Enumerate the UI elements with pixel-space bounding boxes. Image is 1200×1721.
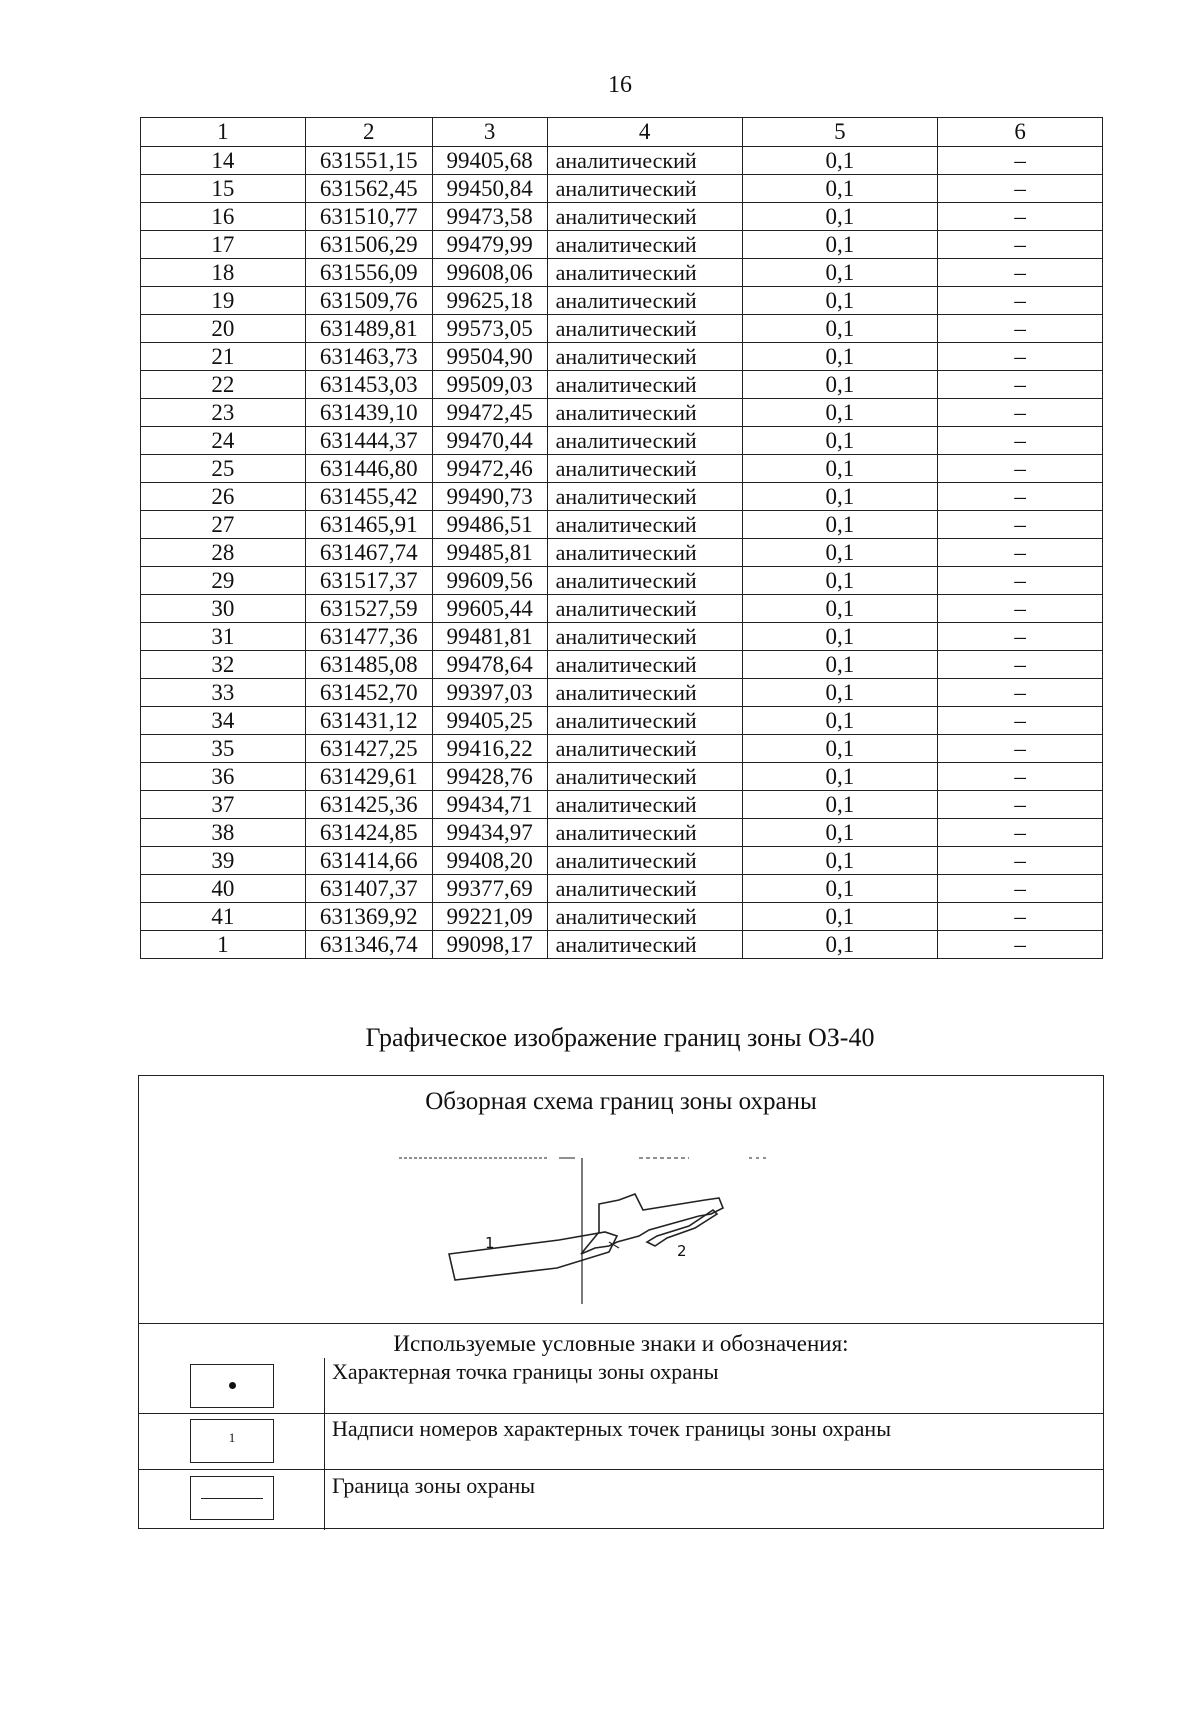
table-cell: 18 xyxy=(141,259,306,287)
table-cell: 99377,69 xyxy=(432,875,547,903)
table-cell: аналитический xyxy=(547,623,742,651)
table-cell: аналитический xyxy=(547,399,742,427)
table-cell: – xyxy=(938,287,1103,315)
table-cell: – xyxy=(938,819,1103,847)
table-cell: аналитический xyxy=(547,875,742,903)
legend-column-divider xyxy=(324,1358,325,1530)
column-header: 3 xyxy=(432,118,547,147)
table-cell: 19 xyxy=(141,287,306,315)
table-cell: 631346,74 xyxy=(305,931,432,959)
column-header: 1 xyxy=(141,118,306,147)
table-cell: 0,1 xyxy=(742,931,938,959)
point-label-icon: 1 xyxy=(228,1430,236,1445)
table-row xyxy=(141,735,1103,763)
zone-label-2: 2 xyxy=(677,1242,687,1260)
table-row xyxy=(141,315,1103,343)
table-cell: аналитический xyxy=(547,483,742,511)
table-cell: – xyxy=(938,343,1103,371)
table-cell: 631465,91 xyxy=(305,511,432,539)
table-cell: 631467,74 xyxy=(305,539,432,567)
table-cell: 631509,76 xyxy=(305,287,432,315)
table-cell: 39 xyxy=(141,847,306,875)
table-cell: 0,1 xyxy=(742,427,938,455)
table-row xyxy=(141,231,1103,259)
table-cell: аналитический xyxy=(547,371,742,399)
legend-item-text: Характерная точка границы зоны охраны xyxy=(332,1359,719,1384)
table-row xyxy=(141,763,1103,791)
table-cell: аналитический xyxy=(547,203,742,231)
column-header: 4 xyxy=(547,118,742,147)
page-number: 16 xyxy=(608,72,632,98)
table-cell: 0,1 xyxy=(742,567,938,595)
legend-row-divider xyxy=(139,1413,1103,1414)
table-cell: – xyxy=(938,203,1103,231)
table-cell: 631485,08 xyxy=(305,651,432,679)
table-cell: 0,1 xyxy=(742,455,938,483)
table-cell: – xyxy=(938,511,1103,539)
table-cell: 99609,56 xyxy=(432,567,547,595)
table-cell: 631446,80 xyxy=(305,455,432,483)
table-cell: аналитический xyxy=(547,819,742,847)
table-row xyxy=(141,539,1103,567)
scheme-box xyxy=(138,1075,1104,1529)
table-row xyxy=(141,651,1103,679)
table-cell: 0,1 xyxy=(742,707,938,735)
table-cell: 28 xyxy=(141,539,306,567)
table-cell: 25 xyxy=(141,455,306,483)
table-cell: аналитический xyxy=(547,175,742,203)
table-cell: аналитический xyxy=(547,763,742,791)
table-cell: 631369,92 xyxy=(305,903,432,931)
table-cell: 631551,15 xyxy=(305,147,432,175)
table-cell: 41 xyxy=(141,903,306,931)
table-cell: 631414,66 xyxy=(305,847,432,875)
table-cell: 99397,03 xyxy=(432,679,547,707)
table-cell: аналитический xyxy=(547,455,742,483)
table-cell: 17 xyxy=(141,231,306,259)
table-cell: – xyxy=(938,931,1103,959)
coordinates-table xyxy=(140,117,1103,959)
table-cell: аналитический xyxy=(547,287,742,315)
table-cell: 99481,81 xyxy=(432,623,547,651)
scheme-title: Обзорная схема границ зоны охраны xyxy=(425,1088,817,1115)
table-cell: 1 xyxy=(141,931,306,959)
legend-line-symbol xyxy=(190,1476,274,1520)
table-cell: 631407,37 xyxy=(305,875,432,903)
table-cell: 99405,25 xyxy=(432,707,547,735)
table-cell: – xyxy=(938,707,1103,735)
table-cell: – xyxy=(938,399,1103,427)
table-cell: 14 xyxy=(141,147,306,175)
table-cell: 631562,45 xyxy=(305,175,432,203)
table-cell: 99573,05 xyxy=(432,315,547,343)
table-cell: 37 xyxy=(141,791,306,819)
table-cell: – xyxy=(938,427,1103,455)
table-cell: 99486,51 xyxy=(432,511,547,539)
table-cell: 99428,76 xyxy=(432,763,547,791)
table-cell: 99450,84 xyxy=(432,175,547,203)
table-cell: – xyxy=(938,455,1103,483)
table-cell: аналитический xyxy=(547,903,742,931)
table-cell: 631517,37 xyxy=(305,567,432,595)
table-cell: 0,1 xyxy=(742,623,938,651)
table-cell: 99434,97 xyxy=(432,819,547,847)
table-cell: 99098,17 xyxy=(432,931,547,959)
table-cell: 99221,09 xyxy=(432,903,547,931)
table-cell: 99478,64 xyxy=(432,651,547,679)
table-cell: 631452,70 xyxy=(305,679,432,707)
table-cell: – xyxy=(938,791,1103,819)
table-cell: 32 xyxy=(141,651,306,679)
table-cell: 33 xyxy=(141,679,306,707)
table-cell: 99608,06 xyxy=(432,259,547,287)
table-cell: 27 xyxy=(141,511,306,539)
table-cell: 631477,36 xyxy=(305,623,432,651)
table-cell: 0,1 xyxy=(742,847,938,875)
table-cell: 99405,68 xyxy=(432,147,547,175)
table-cell: 26 xyxy=(141,483,306,511)
table-cell: 99509,03 xyxy=(432,371,547,399)
table-cell: – xyxy=(938,903,1103,931)
table-cell: – xyxy=(938,539,1103,567)
table-row xyxy=(141,147,1103,175)
legend-divider xyxy=(139,1323,1103,1324)
table-cell: – xyxy=(938,175,1103,203)
table-row xyxy=(141,595,1103,623)
table-cell: 631431,12 xyxy=(305,707,432,735)
table-cell: 31 xyxy=(141,623,306,651)
table-cell: 631439,10 xyxy=(305,399,432,427)
table-cell: 0,1 xyxy=(742,399,938,427)
table-cell: 631427,25 xyxy=(305,735,432,763)
table-row xyxy=(141,287,1103,315)
table-cell: 34 xyxy=(141,707,306,735)
table-cell: 99472,45 xyxy=(432,399,547,427)
table-cell: 21 xyxy=(141,343,306,371)
table-row xyxy=(141,427,1103,455)
table-row xyxy=(141,259,1103,287)
legend-caption: Используемые условные знаки и обозначения: xyxy=(393,1331,849,1356)
table-cell: 99479,99 xyxy=(432,231,547,259)
zone-label-1: 1 xyxy=(485,1234,495,1252)
table-cell: – xyxy=(938,483,1103,511)
table-row xyxy=(141,679,1103,707)
legend-item-text: Надписи номеров характерных точек границы зоны охраны xyxy=(332,1416,891,1441)
table-cell: 99490,73 xyxy=(432,483,547,511)
table-cell: 99408,20 xyxy=(432,847,547,875)
table-cell: аналитический xyxy=(547,231,742,259)
table-cell: 0,1 xyxy=(742,175,938,203)
zone-polygon-1 xyxy=(449,1232,617,1280)
table-cell: 0,1 xyxy=(742,763,938,791)
legend-item-text: Граница зоны охраны xyxy=(332,1473,536,1498)
table-cell: 0,1 xyxy=(742,875,938,903)
table-cell: аналитический xyxy=(547,707,742,735)
table-cell: аналитический xyxy=(547,847,742,875)
table-cell: 99470,44 xyxy=(432,427,547,455)
table-cell: 0,1 xyxy=(742,791,938,819)
table-cell: 631463,73 xyxy=(305,343,432,371)
table-row xyxy=(141,343,1103,371)
table-cell: 24 xyxy=(141,427,306,455)
table-row xyxy=(141,175,1103,203)
table-cell: 0,1 xyxy=(742,287,938,315)
table-cell: 29 xyxy=(141,567,306,595)
table-cell: 0,1 xyxy=(742,483,938,511)
table-cell: – xyxy=(938,847,1103,875)
table-cell: 631429,61 xyxy=(305,763,432,791)
table-cell: 0,1 xyxy=(742,735,938,763)
table-header-row xyxy=(141,118,1103,147)
section-title: Графическое изображение границ зоны ОЗ-40 xyxy=(365,1023,875,1052)
table-cell: 0,1 xyxy=(742,651,938,679)
column-header: 5 xyxy=(742,118,938,147)
table-cell: аналитический xyxy=(547,931,742,959)
table-cell: 631424,85 xyxy=(305,819,432,847)
table-cell: 22 xyxy=(141,371,306,399)
table-cell: аналитический xyxy=(547,567,742,595)
table-cell: 0,1 xyxy=(742,819,938,847)
table-cell: 631556,09 xyxy=(305,259,432,287)
table-row xyxy=(141,623,1103,651)
table-cell: – xyxy=(938,735,1103,763)
table-cell: – xyxy=(938,567,1103,595)
table-cell: 99416,22 xyxy=(432,735,547,763)
table-row xyxy=(141,819,1103,847)
table-cell: 99434,71 xyxy=(432,791,547,819)
table-cell: 99625,18 xyxy=(432,287,547,315)
table-cell: 0,1 xyxy=(742,203,938,231)
table-cell: 0,1 xyxy=(742,539,938,567)
column-header: 2 xyxy=(305,118,432,147)
table-cell: 99605,44 xyxy=(432,595,547,623)
table-cell: аналитический xyxy=(547,735,742,763)
table-cell: 631489,81 xyxy=(305,315,432,343)
table-cell: – xyxy=(938,763,1103,791)
table-cell: – xyxy=(938,623,1103,651)
table-row xyxy=(141,399,1103,427)
table-cell: 0,1 xyxy=(742,147,938,175)
table-cell: – xyxy=(938,147,1103,175)
legend-label-symbol xyxy=(190,1419,274,1463)
table-cell: 0,1 xyxy=(742,595,938,623)
table-cell: 631510,77 xyxy=(305,203,432,231)
table-cell: аналитический xyxy=(547,539,742,567)
table-cell: 20 xyxy=(141,315,306,343)
table-cell: аналитический xyxy=(547,315,742,343)
table-cell: 631527,59 xyxy=(305,595,432,623)
table-row xyxy=(141,511,1103,539)
table-cell: 30 xyxy=(141,595,306,623)
legend-point-symbol xyxy=(190,1364,274,1408)
table-cell: – xyxy=(938,595,1103,623)
table-cell: 36 xyxy=(141,763,306,791)
table-cell: 0,1 xyxy=(742,315,938,343)
table-cell: аналитический xyxy=(547,791,742,819)
table-cell: 0,1 xyxy=(742,679,938,707)
table-cell: – xyxy=(938,315,1103,343)
table-row xyxy=(141,455,1103,483)
table-cell: 0,1 xyxy=(742,259,938,287)
table-cell: – xyxy=(938,875,1103,903)
table-cell: 99485,81 xyxy=(432,539,547,567)
point-icon xyxy=(229,1382,236,1389)
table-row xyxy=(141,483,1103,511)
table-cell: 38 xyxy=(141,819,306,847)
table-cell: аналитический xyxy=(547,595,742,623)
table-cell: 99472,46 xyxy=(432,455,547,483)
table-row xyxy=(141,931,1103,959)
table-cell: 99504,90 xyxy=(432,343,547,371)
table-row xyxy=(141,707,1103,735)
legend-row-divider xyxy=(139,1469,1103,1470)
table-cell: 15 xyxy=(141,175,306,203)
table-row xyxy=(141,567,1103,595)
column-header: 6 xyxy=(938,118,1103,147)
table-cell: аналитический xyxy=(547,147,742,175)
table-cell: 40 xyxy=(141,875,306,903)
table-cell: 0,1 xyxy=(742,903,938,931)
table-cell: 631455,42 xyxy=(305,483,432,511)
zone-boundary-map xyxy=(399,1144,819,1314)
table-row xyxy=(141,791,1103,819)
table-cell: – xyxy=(938,231,1103,259)
table-cell: аналитический xyxy=(547,651,742,679)
table-row xyxy=(141,875,1103,903)
table-row xyxy=(141,847,1103,875)
table-cell: 35 xyxy=(141,735,306,763)
table-cell: 631444,37 xyxy=(305,427,432,455)
table-cell: 631506,29 xyxy=(305,231,432,259)
table-cell: аналитический xyxy=(547,259,742,287)
table-row xyxy=(141,903,1103,931)
table-cell: 0,1 xyxy=(742,343,938,371)
table-cell: 99473,58 xyxy=(432,203,547,231)
boundary-line-icon xyxy=(201,1498,263,1499)
table-cell: – xyxy=(938,651,1103,679)
table-cell: аналитический xyxy=(547,511,742,539)
table-cell: – xyxy=(938,679,1103,707)
table-row xyxy=(141,371,1103,399)
table-cell: 0,1 xyxy=(742,511,938,539)
table-cell: 16 xyxy=(141,203,306,231)
table-row xyxy=(141,203,1103,231)
table-cell: аналитический xyxy=(547,427,742,455)
table-cell: 0,1 xyxy=(742,231,938,259)
table-cell: – xyxy=(938,371,1103,399)
table-cell: – xyxy=(938,259,1103,287)
table-cell: 23 xyxy=(141,399,306,427)
table-cell: аналитический xyxy=(547,343,742,371)
table-cell: 0,1 xyxy=(742,371,938,399)
table-cell: 631425,36 xyxy=(305,791,432,819)
table-cell: 631453,03 xyxy=(305,371,432,399)
table-cell: аналитический xyxy=(547,679,742,707)
